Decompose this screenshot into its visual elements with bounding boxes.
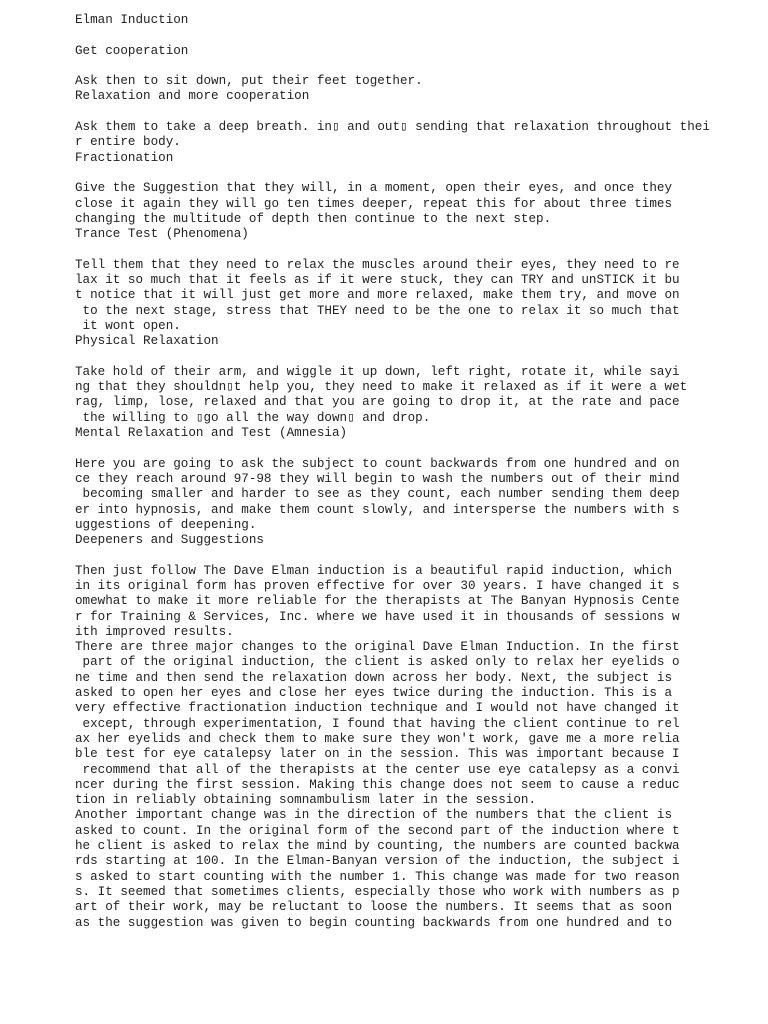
blank-line (75, 59, 755, 74)
text-line: asked to count. In the original form of the second part of the induction where t (75, 823, 680, 838)
text-line: ax her eyelids and check them to make sure they won't work, gave me a more relia (75, 731, 680, 746)
text-line: uggestions of deepening. (75, 517, 257, 532)
step-heading: Physical Relaxation (75, 334, 219, 349)
text-line: er into hypnosis, and make them count slowly, and intersperse the numbers with s (75, 502, 680, 517)
text-line: part of the original induction, the client is asked only to relax her eyelids o (75, 655, 680, 670)
text-line: Tell them that they need to relax the muscles around their eyes, they need to re (75, 257, 680, 272)
text-line: Another important change was in the direction of the numbers that the client is (75, 808, 673, 823)
doc-title: Elman Induction (75, 13, 189, 27)
text-line: s asked to start counting with the number 1. This change was made for two reason (75, 869, 680, 884)
text-line: recommend that all of the therapists at the center use eye catalepsy as a convi (75, 762, 680, 777)
text-line: rds starting at 100. In the Elman-Banyan version of the induction, the subject i (75, 854, 680, 869)
text-line: ce they reach around 97-98 they will begin to wash the numbers out of their mind (75, 471, 680, 486)
text-line: Ask them to take a deep breath. in▯ and out▯ sending that relaxation throughout thei (75, 120, 710, 135)
text-line: to the next stage, stress that THEY need to be the one to relax it so much that (75, 303, 680, 318)
text-line: s. It seemed that sometimes clients, especially those who work with numbers as p (75, 884, 680, 899)
text-line: except, through experimentation, I found that having the client continue to rel (75, 716, 680, 731)
text-line: Take hold of their arm, and wiggle it up down, left right, rotate it, while sayi (75, 364, 680, 379)
step-heading: Relaxation and more cooperation (75, 89, 310, 104)
text-line: ncer during the first session. Making this change does not seem to cause a reduc (75, 777, 680, 792)
blank-line (75, 548, 755, 563)
document-page (75, 13, 755, 931)
text-line: r for Training & Services, Inc. where we have used it in thousands of sessions w (75, 609, 680, 624)
blank-line (75, 441, 755, 456)
text-line: becoming smaller and harder to see as they count, each number sending them deep (75, 487, 680, 502)
step-heading: Deepeners and Suggestions (75, 533, 264, 548)
text-line: Then just follow The Dave Elman induction is a beautiful rapid induction, which (75, 563, 673, 578)
text-line: omewhat to make it more reliable for the therapists at The Banyan Hypnosis Cente (75, 594, 680, 609)
text-line: close it again they will go ten times deeper, repeat this for about three times (75, 196, 673, 211)
text-line: ne time and then send the relaxation down across her body. Next, the subject is (75, 670, 673, 685)
text-line: ble test for eye catalepsy later on in the session. This was important because I (75, 747, 680, 762)
text-line: it wont open. (75, 318, 181, 333)
step-heading: Mental Relaxation and Test (Amnesia) (75, 426, 348, 441)
text-line: changing the multitude of depth then continue to the next step. (75, 211, 552, 226)
text-line: he client is asked to relax the mind by counting, the numbers are counted backwa (75, 839, 680, 854)
text-line: tion in reliably obtaining somnambulism later in the session. (75, 793, 537, 808)
step-heading: Get cooperation (75, 43, 189, 58)
text-line: as the suggestion was given to begin counting backwards from one hundred and to (75, 915, 673, 930)
blank-line (75, 242, 755, 257)
text-line: Here you are going to ask the subject to count backwards from one hundred and on (75, 456, 680, 471)
step-heading: Fractionation (75, 150, 174, 165)
step-heading: Trance Test (Phenomena) (75, 227, 249, 242)
text-line: lax it so much that it feels as if it were stuck, they can TRY and unSTICK it bu (75, 273, 680, 288)
blank-line (75, 350, 755, 365)
text-line: r entire body. (75, 135, 181, 150)
text-line: in its original form has proven effective for over 30 years. I have changed it s (75, 578, 680, 593)
text-line: There are three major changes to the original Dave Elman Induction. In the first (75, 640, 680, 655)
text-line: the willing to ▯go all the way down▯ and drop. (75, 410, 431, 425)
blank-line (75, 166, 755, 181)
text-line: very effective fractionation induction technique and I would not have changed it (75, 701, 680, 716)
blank-line (75, 105, 755, 120)
text-line: ng that they shouldn▯t help you, they need to make it relaxed as if it were a wet (75, 380, 688, 395)
text-line: Ask then to sit down, put their feet together. (75, 74, 423, 89)
text-line: Give the Suggestion that they will, in a moment, open their eyes, and once they (75, 181, 673, 196)
text-line: asked to open her eyes and close her eyes twice during the induction. This is a (75, 686, 673, 701)
text-line: art of their work, may be reluctant to loose the numbers. It seems that as soon (75, 900, 673, 915)
text-line: ith improved results. (75, 624, 234, 639)
text-line: t notice that it will just get more and more relaxed, make them try, and move on (75, 288, 680, 303)
blank-line (75, 28, 755, 43)
text-line: rag, limp, lose, relaxed and that you are going to drop it, at the rate and pace (75, 395, 680, 410)
